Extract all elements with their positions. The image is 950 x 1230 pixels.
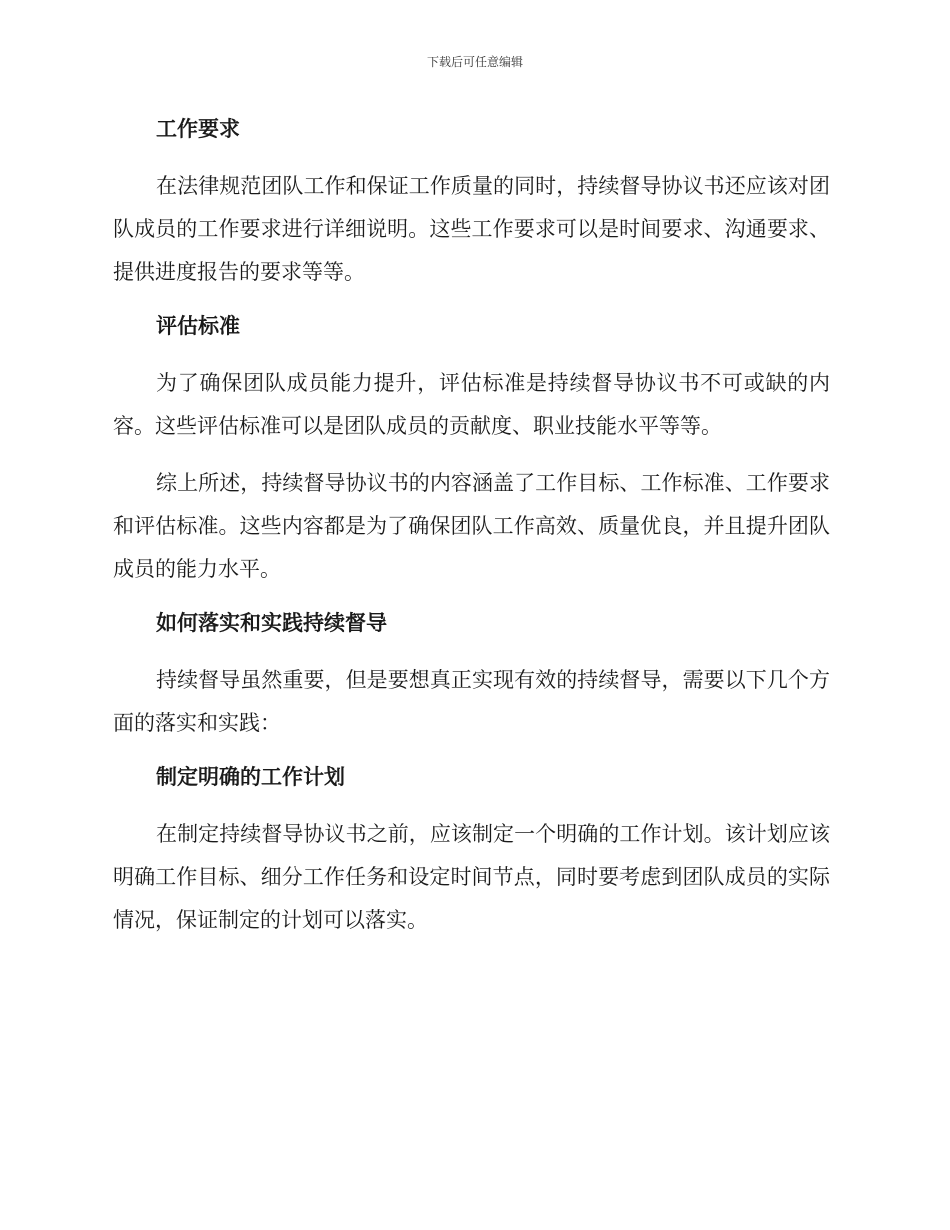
heading-work-plan: 制定明确的工作计划 xyxy=(156,765,345,789)
document-body xyxy=(113,110,830,942)
paragraph-summary: 综上所述，持续督导协议书的内容涵盖了工作目标、工作标准、工作要求和评估标准。这些内容都是为了确保团队工作高效、质量优良，并且提升团队成员的能力水平。 xyxy=(113,471,830,581)
heading-evaluation-criteria: 评估标准 xyxy=(156,314,240,338)
paragraph-work-plan: 在制定持续督导协议书之前，应该制定一个明确的工作计划。该计划应该明确工作目标、细分工作任务和设定时间节点，同时要考虑到团队成员的实际情况，保证制定的计划可以落实。 xyxy=(113,822,830,932)
heading-work-requirements: 工作要求 xyxy=(156,117,240,141)
paragraph-work-requirements: 在法律规范团队工作和保证工作质量的同时，持续督导协议书还应该对团队成员的工作要求进行详细说明。这些工作要求可以是时间要求、沟通要求、提供进度报告的要求等等。 xyxy=(113,174,830,284)
paragraph-implementation: 持续督导虽然重要，但是要想真正实现有效的持续督导，需要以下几个方面的落实和实践： xyxy=(113,668,830,735)
heading-implementation: 如何落实和实践持续督导 xyxy=(156,611,387,635)
paragraph-evaluation-criteria: 为了确保团队成员能力提升，评估标准是持续督导协议书不可或缺的内容。这些评估标准可以是团队成员的贡献度、职业技能水平等等。 xyxy=(113,371,830,438)
header-note: 下载后可任意编辑 xyxy=(426,55,523,69)
